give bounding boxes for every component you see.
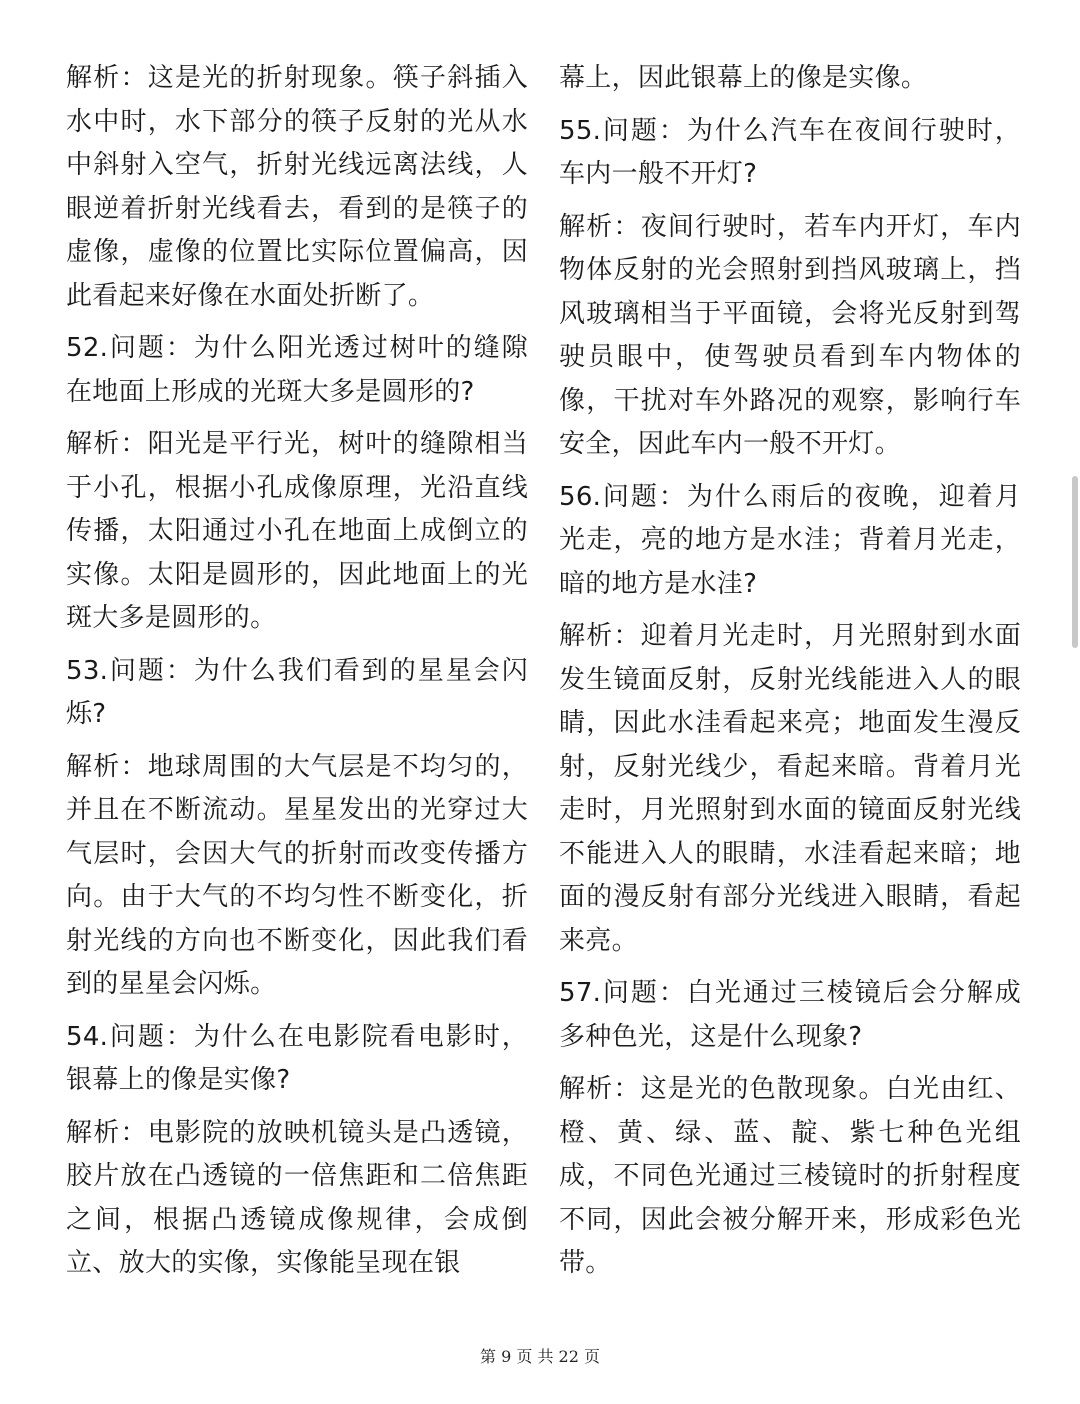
answer-55-explanation: 解析：夜间行驶时，若车内开灯，车内物体反射的光会照射到挡风玻璃上，挡风玻璃相当于平面镜，会将光反射到驾驶员眼中，使驾驶员看到车内物体的像，干扰对车外路况的观察，影响行车安全，因此车内一般不开灯。 [559, 211, 1021, 459]
vertical-scrollbar[interactable] [1072, 476, 1078, 648]
question-52: 52.问题：为什么阳光透过树叶的缝隙在地面上形成的光斑大多是圆形的? [66, 333, 528, 407]
question-56: 56.问题：为什么雨后的夜晚，迎着月光走，亮的地方是水洼；背着月光走，暗的地方是水洼? [559, 481, 1021, 599]
answer-54-explanation-continued: 幕上，因此银幕上的像是实像。 [559, 63, 928, 93]
answer-56-explanation: 解析：迎着月光走时，月光照射到水面发生镜面反射，反射光线能进入人的眼睛，因此水洼看起来亮；地面发生漫反射，反射光线少，看起来暗。背着月光走时，月光照射到水面的镜面反射光线不能进入人的眼睛，水洼看起来暗；地面的漫反射有部分光线进入眼睛，看起来亮。 [559, 621, 1021, 956]
page-number-footer: 第 9 页 共 22 页 [480, 1347, 600, 1366]
answer-53-explanation: 解析：地球周围的大气层是不均匀的，并且在不断流动。星星发出的光穿过大气层时，会因大气的折射而改变传播方向。由于大气的不均匀性不断变化，折射光线的方向也不断变化，因此我们看到的星星会闪烁。 [66, 751, 528, 999]
answer-57-explanation: 解析：这是光的色散现象。白光由红、橙、黄、绿、蓝、靛、紫七种色光组成，不同色光通过三棱镜时的折射程度不同，因此会被分解开来，形成彩色光带。 [559, 1074, 1021, 1278]
question-53: 53.问题：为什么我们看到的星星会闪烁? [66, 655, 528, 729]
question-54: 54.问题：为什么在电影院看电影时，银幕上的像是实像? [66, 1021, 528, 1095]
answer-54-explanation: 解析：电影院的放映机镜头是凸透镜，胶片放在凸透镜的一倍焦距和二倍焦距之间，根据凸透镜成像规律，会成倒立、放大的实像，实像能呈现在银 [66, 1117, 528, 1278]
answer-51-explanation: 解析：这是光的折射现象。筷子斜插入水中时，水下部分的筷子反射的光从水中斜射入空气，折射光线远离法线，人眼逆着折射光线看去，看到的是筷子的虚像，虚像的位置比实际位置偏高，因此看起来好像在水面处折断了。 [66, 63, 528, 311]
right-column [559, 57, 1021, 1295]
question-57: 57.问题：白光通过三棱镜后会分解成多种色光，这是什么现象? [559, 978, 1021, 1052]
answer-52-explanation: 解析：阳光是平行光，树叶的缝隙相当于小孔，根据小孔成像原理，光沿直线传播，太阳通过小孔在地面上成倒立的实像。太阳是圆形的，因此地面上的光斑大多是圆形的。 [66, 429, 528, 633]
left-column [66, 57, 528, 1295]
question-55: 55.问题：为什么汽车在夜间行驶时，车内一般不开灯? [559, 115, 1021, 189]
